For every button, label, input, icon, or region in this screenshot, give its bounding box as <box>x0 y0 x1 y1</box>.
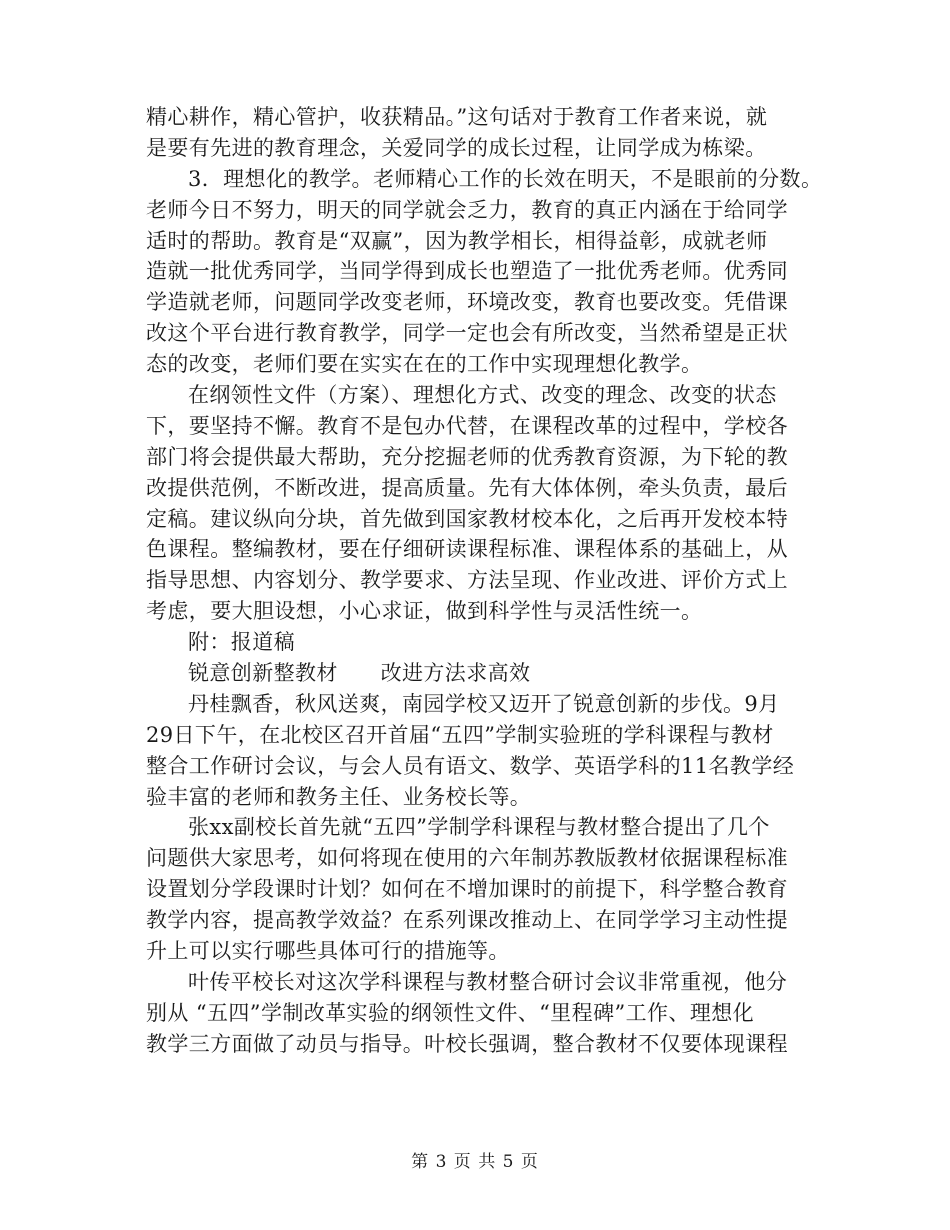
text-line: 学造就老师，问题同学改变老师，环境改变，教育也要改变。凭借课 <box>146 290 788 315</box>
text-line: 是要有先进的教育理念，关爱同学的成长过程，让同学成为栋梁。 <box>146 135 767 160</box>
report-title: 锐意创新整教材 改进方法求高效 <box>188 661 531 686</box>
text-line: 适时的帮助。教育是“双赢”，因为教学相长，相得益彰，成就老师 <box>146 228 768 253</box>
text-line: 改提供范例，不断改进，提高质量。先有大体体例，牵头负责，最后 <box>146 475 788 500</box>
text-line: 态的改变，老师们要在实实在在的工作中实现理想化教学。 <box>146 352 703 377</box>
text-line: 教学三方面做了动员与指导。叶校长强调，整合教材不仅要体现课程 <box>146 1031 788 1056</box>
document-body <box>146 102 836 1060</box>
paragraph-start-line: 张xx副校长首先就“五四”学制学科课程与教材整合提出了几个 <box>188 815 770 840</box>
text-line: 教学内容，提高教学效益？在系列课改推动上、在同学学习主动性提 <box>146 908 788 933</box>
text-line: 升上可以实行哪些具体可行的措施等。 <box>146 939 510 964</box>
text-line: 下，要坚持不懈。教育不是包办代替，在课程改革的过程中，学校各 <box>146 413 788 438</box>
text-line: 问题供大家思考，如何将现在使用的六年制苏教版教材依据课程标准 <box>146 846 788 871</box>
paragraph-start-line: 叶传平校长对这次学科课程与教材整合研讨会议非常重视，他分 <box>188 969 788 994</box>
text-line: 指导思想、内容划分、教学要求、方法呈现、作业改进、评价方式上 <box>146 568 788 593</box>
text-line: 造就一批优秀同学，当同学得到成长也塑造了一批优秀老师。优秀同 <box>146 259 788 284</box>
page-number-footer: 第 3 页 共 5 页 <box>411 1152 539 1172</box>
text-line: 定稿。建议纵向分块，首先做到国家教材校本化，之后再开发校本特 <box>146 506 788 531</box>
text-line: 设置划分学段课时计划？如何在不增加课时的前提下，科学整合教育 <box>146 877 788 902</box>
text-line: 验丰富的老师和教务主任、业务校长等。 <box>146 784 532 809</box>
text-line: 精心耕作，精心管护，收获精品。”这句话对于教育工作者来说，就 <box>146 105 768 129</box>
paragraph-start-line: 丹桂飘香，秋风送爽，南园学校又迈开了锐意创新的步伐。9月 <box>188 691 780 716</box>
text-line: 考虑，要大胆设想，小心求证，做到科学性与灵活性统一。 <box>146 599 703 624</box>
text-line: 老师今日不努力，明天的同学就会乏力，教育的真正内涵在于给同学 <box>146 197 788 222</box>
text-line: 整合工作研讨会议，与会人员有语文、数学、英语学科的11名教学经 <box>146 753 795 778</box>
text-line: 29日下午，在北校区召开首届“五四”学制实验班的学科课程与教材 <box>146 722 774 747</box>
text-line: 改这个平台进行教育教学，同学一定也会有所改变，当然希望是正状 <box>146 321 788 346</box>
paragraph-start-line: 在纲领性文件（方案）、理想化方式、改变的理念、改变的状态 <box>188 383 777 408</box>
text-line: 部门将会提供最大帮助，充分挖掘老师的优秀教育资源，为下轮的教 <box>146 444 788 469</box>
text-line: 色课程。整编教材，要在仔细研读课程标准、课程体系的基础上，从 <box>146 537 788 562</box>
text-line: 别从 “五四”学制改革实验的纲领性文件、“里程碑”工作、理想化 <box>146 1000 755 1025</box>
appendix-label: 附：报道稿 <box>188 630 295 655</box>
section-heading-line: 3．理想化的教学。老师精心工作的长效在明天，不是眼前的分数。 <box>188 166 823 191</box>
